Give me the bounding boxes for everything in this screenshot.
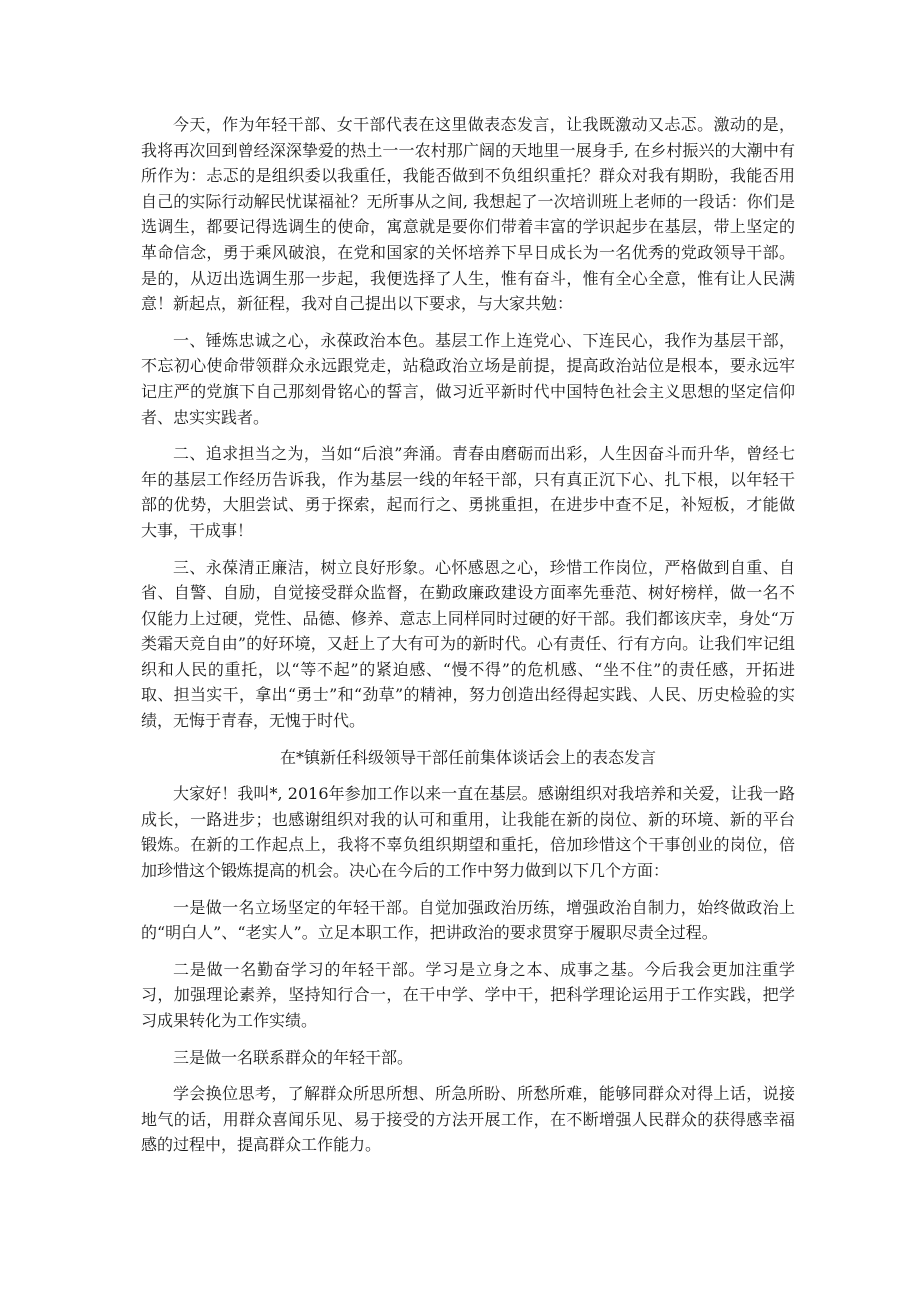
paragraph: 二是做一名勤奋学习的年轻干部。学习是立身之本、成事之基。今后我会更加注重学习，加强理论素养，坚持知行合一，在干中学、学中干，把科学理论运用于工作实践，把学习成果转化为工作实绩。 <box>141 959 795 1030</box>
paragraph: 三、永葆清正廉洁，树立良好形象。心怀感恩之心，珍惜工作岗位，严格做到自重、自省、自警、自励，自觉接受群众监督，在勤政廉政建设方面率先垂范、树好榜样，做一名不仅能力上过硬，党性、品德、修养、意志上同样同时过硬的好干部。我们都该庆幸，身处“万类霜天竞自由”的好环境，又赶上了大有可为的新时代。心有责任、行有方向。让我们牢记组织和人民的重托，以“等不起”的紧迫感、“慢不得”的危机感、“坐不住”的责任感，开拓进取、担当实干，拿出“勇士”和“劲草”的精神，努力创造出经得起实践、人民、历史检验的实绩，无悔于青春，无愧于时代。 <box>141 557 795 731</box>
section-title: 在*镇新任科级领导干部任前集体谈话会上的表态发言 <box>279 747 656 767</box>
paragraph: 一、锤炼忠诚之心，永葆政治本色。基层工作上连党心、下连民心，我作为基层干部，不忘初心使命带领群众永远跟党走，站稳政治立场是前提，提高政治站位是根本，要永远牢记庄严的党旗下自己那刻骨铭心的誓言，做习近平新时代中国特色社会主义思想的坚定信仰者、忠实实践者。 <box>141 330 795 427</box>
document-page <box>141 112 795 1169</box>
paragraph: 大家好！我叫*, 2016年参加工作以来一直在基层。感谢组织对我培养和关爱，让我一路成长，一路进步；也感谢组织对我的认可和重用，让我能在新的岗位、新的环境、新的平台锻炼。在新的工作起点上，我将不辜负组织期望和重托，倍加珍惜这个干事创业的岗位，倍加珍惜这个锻炼提高的机会。决心在今后的工作中努力做到以下几个方面： <box>141 784 795 881</box>
paragraph: 学会换位思考，了解群众所思所想、所急所盼、所愁所难，能够同群众对得上话，说接地气的话，用群众喜闻乐见、易于接受的方法开展工作，在不断增强人民群众的获得感幸福感的过程中，提高群众工作能力。 <box>141 1084 795 1155</box>
paragraph: 一是做一名立场坚定的年轻干部。自觉加强政治历练，增强政治自制力，始终做政治上的“明白人”、“老实人”。立足本职工作，把讲政治的要求贯穿于履职尽责全过程。 <box>141 897 795 943</box>
paragraph: 今天，作为年轻干部、女干部代表在这里做表态发言，让我既激动又忐忑。激动的是，我将再次回到曾经深深挚爱的热土一一农村那广阔的天地里一展身手, 在乡村振兴的大潮中有所作为：忐忑的是组织委以我重任，我能否做到不负组织重托？群众对我有期盼，我能否用自己的实际行动解民忧谋福祉？无所事从之间, 我想起了一次培训班上老师的一段话：你们是选调生，都要记得选调生的使命，寓意就是要你们带着丰富的学识起步在基层，带上坚定的革命信念，勇于乘风破浪，在党和国家的关怀培养下早日成长为一名优秀的党政领导干部。是的，从迈出选调生那一步起，我便选择了人生，惟有奋斗，惟有全心全意，惟有让人民满意！新起点，新征程，我对自己提出以下要求，与大家共勉： <box>141 115 795 314</box>
paragraph: 二、追求担当之为，当如“后浪”奔涌。青春由磨砺而出彩，人生因奋斗而升华，曾经七年的基层工作经历告诉我，作为基层一线的年轻干部，只有真正沉下心、扎下根，以年轻干部的优势，大胆尝试、勇于探索，起而行之、勇挑重担，在进步中查不足，补短板，才能做大事，干成事！ <box>141 444 795 540</box>
paragraph: 三是做一名联系群众的年轻干部。 <box>173 1047 414 1067</box>
